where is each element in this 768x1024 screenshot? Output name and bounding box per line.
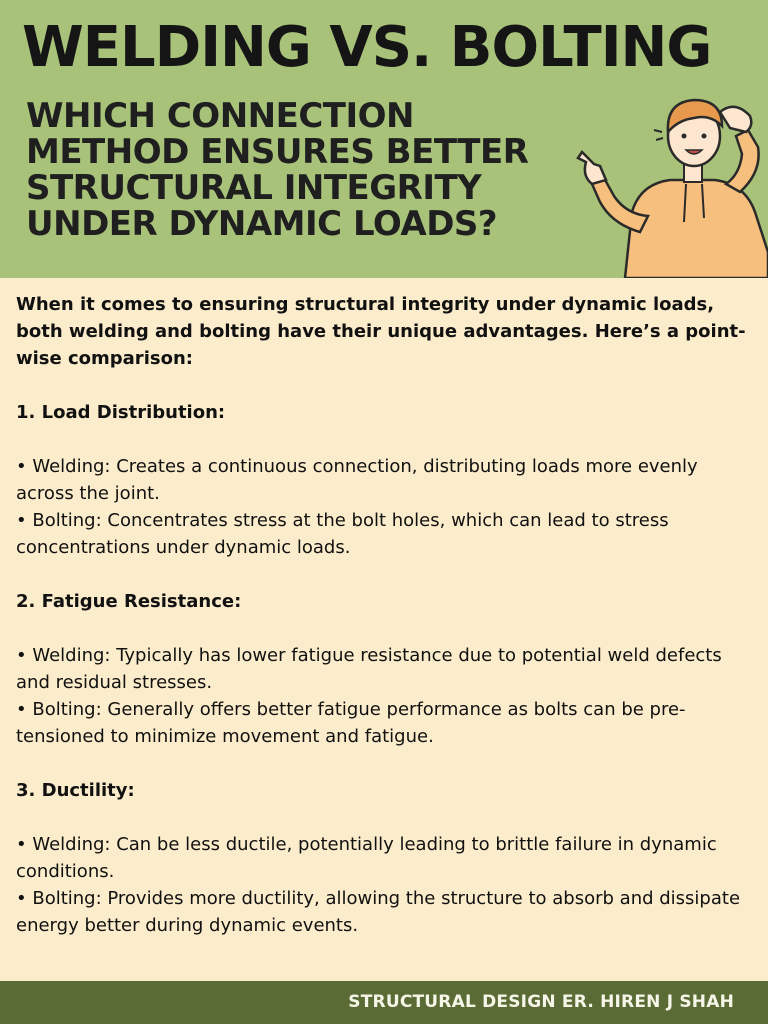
subtitle-line: STRUCTURAL INTEGRITY [26, 168, 482, 208]
subtitle-line: WHICH CONNECTION [26, 96, 414, 136]
author-credit: STRUCTURAL DESIGN ER. HIREN J SHAH [348, 992, 734, 1012]
section-ductility [16, 777, 756, 939]
welding-point: • Welding: Can be less ductile, potentially leading to brittle failure in dynamic conditions. [16, 834, 717, 882]
header-banner [0, 0, 768, 278]
bolting-point: • Bolting: Generally offers better fatigue performance as bolts can be pre-tensioned to minimize movement and fatigue. [16, 699, 686, 747]
footer-bar [0, 981, 768, 1024]
page-title: WELDING VS. BOLTING [22, 15, 712, 80]
thinking-person-illustration [570, 92, 768, 278]
article-body [16, 291, 756, 939]
bolting-point: • Bolting: Provides more ductility, allowing the structure to absorb and dissipate energy better during dynamic events. [16, 888, 741, 936]
section-fatigue-resistance [16, 588, 756, 750]
subtitle-line: METHOD ENSURES BETTER [26, 132, 529, 172]
intro-paragraph: When it comes to ensuring structural integrity under dynamic loads, both welding and bolting have their unique advantages. Here’s a point-wise comparison: [16, 294, 746, 369]
subtitle [26, 98, 586, 242]
welding-point: • Welding: Typically has lower fatigue resistance due to potential weld defects and residual stresses. [16, 645, 722, 693]
subtitle-line: UNDER DYNAMIC LOADS? [26, 204, 498, 244]
section-title: 3. Ductility: [16, 780, 135, 801]
section-title: 2. Fatigue Resistance: [16, 591, 242, 612]
welding-point: • Welding: Creates a continuous connection, distributing loads more evenly across the joint. [16, 456, 698, 504]
section-title: 1. Load Distribution: [16, 402, 226, 423]
section-load-distribution [16, 399, 756, 561]
bolting-point: • Bolting: Concentrates stress at the bolt holes, which can lead to stress concentrations under dynamic loads. [16, 510, 669, 558]
